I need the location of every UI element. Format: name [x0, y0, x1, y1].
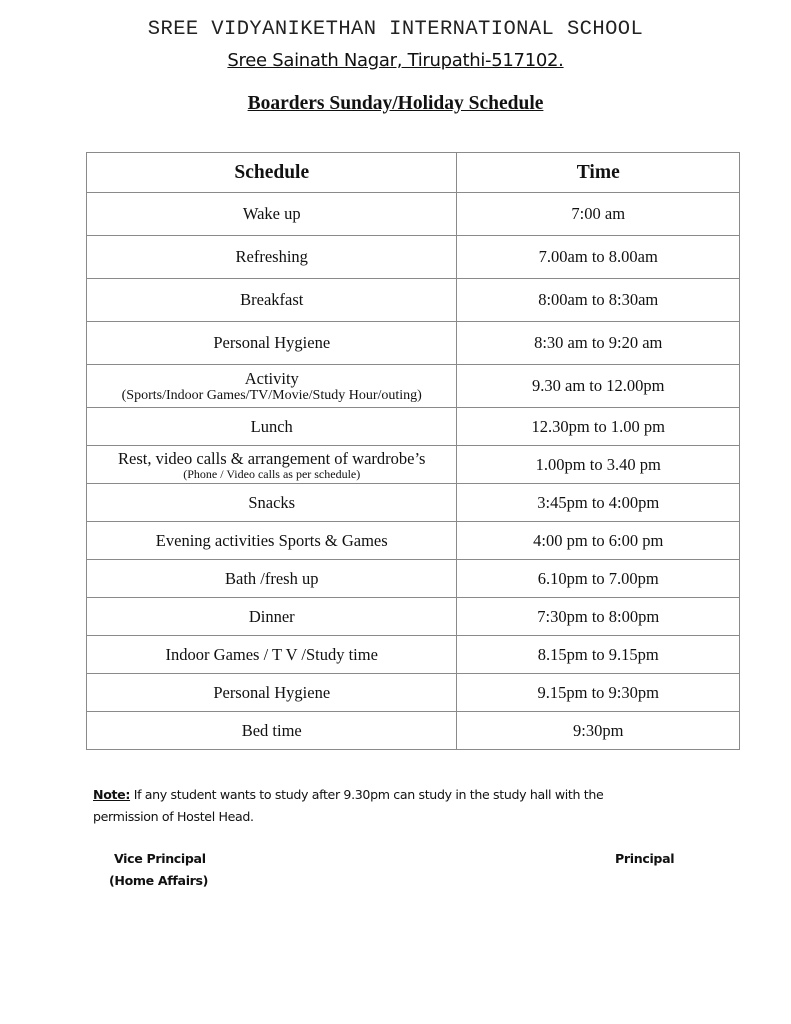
time-cell: 7:00 am — [457, 193, 740, 236]
schedule-cell: Personal Hygiene — [87, 322, 457, 365]
time-cell: 3:45pm to 4:00pm — [457, 484, 740, 522]
schedule-cell: Bath /fresh up — [87, 560, 457, 598]
schedule-main-text: Activity — [244, 369, 299, 388]
table-row — [87, 522, 740, 560]
time-cell: 9:30pm — [457, 712, 740, 750]
table-row — [87, 365, 740, 408]
schedule-cell: Refreshing — [87, 236, 457, 279]
column-header-schedule: Schedule — [87, 153, 457, 193]
table-row — [87, 712, 740, 750]
school-name: SREE VIDYANIKETHAN INTERNATIONAL SCHOOL — [147, 18, 644, 41]
schedule-cell — [87, 446, 457, 484]
schedule-cell: Bed time — [87, 712, 457, 750]
schedule-cell: Indoor Games / T V /Study time — [87, 636, 457, 674]
time-cell: 7:30pm to 8:00pm — [457, 598, 740, 636]
table-row — [87, 322, 740, 365]
schedule-cell: Evening activities Sports & Games — [87, 522, 457, 560]
time-cell: 8.15pm to 9.15pm — [457, 636, 740, 674]
column-header-time: Time — [457, 153, 740, 193]
table-row — [87, 598, 740, 636]
time-cell: 1.00pm to 3.40 pm — [457, 446, 740, 484]
table-header-row — [87, 153, 740, 193]
schedule-main-text: Rest, video calls & arrangement of wardrobe’s — [118, 448, 426, 468]
time-cell: 4:00 pm to 6:00 pm — [457, 522, 740, 560]
table-row — [87, 408, 740, 446]
schedule-sub-text: (Phone / Video calls as per schedule) — [183, 466, 361, 481]
table-row — [87, 560, 740, 598]
schedule-cell — [87, 365, 457, 408]
table-row — [87, 279, 740, 322]
time-cell: 6.10pm to 7.00pm — [457, 560, 740, 598]
schedule-cell: Breakfast — [87, 279, 457, 322]
vice-principal-title: Vice Principal — [114, 851, 206, 866]
table-row — [87, 236, 740, 279]
schedule-cell: Snacks — [87, 484, 457, 522]
vice-principal-signature — [109, 848, 209, 892]
time-cell: 12.30pm to 1.00 pm — [457, 408, 740, 446]
note-paragraph — [93, 784, 653, 828]
table-row — [87, 446, 740, 484]
schedule-cell: Lunch — [87, 408, 457, 446]
time-cell: 9.30 am to 12.00pm — [457, 365, 740, 408]
time-cell: 8:00am to 8:30am — [457, 279, 740, 322]
time-cell: 9.15pm to 9:30pm — [457, 674, 740, 712]
school-address: Sree Sainath Nagar, Tirupathi-517102. — [227, 50, 564, 71]
note-label: Note: — [93, 787, 131, 802]
principal-signature: Principal — [615, 851, 675, 866]
schedule-cell: Dinner — [87, 598, 457, 636]
time-cell: 8:30 am to 9:20 am — [457, 322, 740, 365]
document-title: Boarders Sunday/Holiday Schedule — [247, 93, 544, 114]
note-text: If any student wants to study after 9.30pm can study in the study hall with the permission of Hostel Head. — [93, 787, 604, 824]
table-row — [87, 636, 740, 674]
schedule-cell: Wake up — [87, 193, 457, 236]
schedule-table — [86, 152, 740, 750]
vice-principal-dept: (Home Affairs) — [109, 873, 209, 888]
schedule-cell: Personal Hygiene — [87, 674, 457, 712]
schedule-sub-text: (Sports/Indoor Games/TV/Movie/Study Hour/outing) — [121, 388, 422, 403]
table-row — [87, 674, 740, 712]
table-row — [87, 484, 740, 522]
time-cell: 7.00am to 8.00am — [457, 236, 740, 279]
table-row — [87, 193, 740, 236]
